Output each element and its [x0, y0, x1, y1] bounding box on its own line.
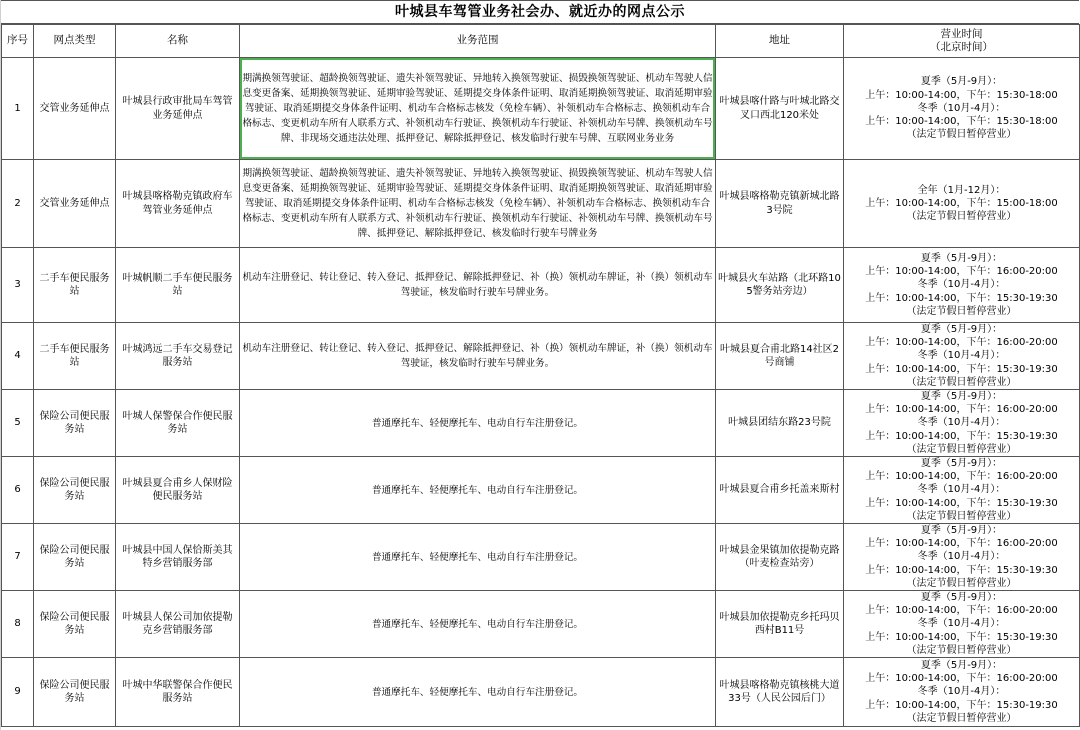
- hours-line: 上午：10:00-14:00，下午：16:00-20:00: [865, 337, 1058, 349]
- cell-scope[interactable]: 期满换领驾驶证、超龄换领驾驶证、遗失补领驾驶证、异地转入换领驾驶证、损毁换领驾驶证、机动车驾驶人信息变更备案、延期换领驾驶证、延期审验驾驶证、延期提交身体条件证明、取消延期换领驾驶证、取消延期审验驾驶证、取消延期提交身体条件证明、机动车合格标志核发（免检车辆）、补领机动车合格标志、换领机动车合格标志、变更机动车所有人联系方式、补领机动车行驶证、换领机动车行驶证、补领机动车号牌、换领机动车号牌、抵押登记、解除抵押登记、核发临时行驶车号牌业务: [240, 160, 716, 248]
- hours-line: 上午：10:00-14:00，下午：16:00-20:00: [865, 605, 1058, 617]
- cell-scope[interactable]: 机动车注册登记、转让登记、转入登记、抵押登记、解除抵押登记、补（换）领机动车牌证，补（换）领机动车驾驶证，核发临时行驶车号牌业务。: [240, 323, 716, 390]
- cell-type[interactable]: 保险公司便民服务站: [34, 591, 116, 658]
- cell-address[interactable]: 叶城县火车站路（北环路105警务站旁边）: [716, 248, 844, 323]
- table-row: [2, 524, 1080, 591]
- hours-line: 冬季（10月-4月）：: [917, 350, 1006, 362]
- hours-line: 上午：10:00-14:00，下午：16:00-20:00: [865, 266, 1058, 278]
- cell-hours[interactable]: [844, 457, 1080, 524]
- hours-line: （法定节假日暂停营业）: [906, 305, 1017, 317]
- cell-type[interactable]: 二手车便民服务站: [34, 323, 116, 390]
- hours-line: 上午：10:00-14:00，下午：15:30-19:30: [865, 699, 1058, 711]
- hours-line: 冬季（10月-4月）：: [917, 686, 1006, 698]
- cell-no[interactable]: 3: [2, 248, 34, 323]
- hours-line: 全年（1月-12月）：: [917, 184, 1006, 196]
- cell-scope[interactable]: 普通摩托车、轻便摩托车、电动自行车注册登记。: [240, 591, 716, 658]
- cell-hours[interactable]: [844, 390, 1080, 457]
- header-name[interactable]: 名称: [116, 25, 240, 58]
- cell-address[interactable]: 叶城县喀格勒克镇新城北路3号院: [716, 160, 844, 248]
- cell-hours[interactable]: [844, 524, 1080, 591]
- header-type[interactable]: 网点类型: [34, 25, 116, 58]
- table-row: [2, 390, 1080, 457]
- hours-line: 夏季（5月-9月）：: [920, 76, 1003, 88]
- cell-no[interactable]: 9: [2, 658, 34, 727]
- hours-line: （法定节假日暂停营业）: [906, 376, 1017, 388]
- hours-line: 夏季（5月-9月）：: [920, 252, 1003, 264]
- header-hours-line1: 营业时间: [940, 27, 983, 40]
- cell-name[interactable]: 叶城县人保公司加依提勒克乡营销服务部: [116, 591, 240, 658]
- hours-line: 上午：10:00-14:00，下午：15:30-19:30: [865, 497, 1058, 509]
- hours-line: 上午：10:00-14:00，下午：16:00-20:00: [865, 471, 1058, 483]
- cell-name[interactable]: 叶城人保警保合作便民服务站: [116, 390, 240, 457]
- hours-line: 上午：10:00-14:00，下午：15:00-18:00: [865, 197, 1058, 209]
- cell-address[interactable]: 叶城县喀什路与叶城北路交叉口西北120米处: [716, 58, 844, 160]
- cell-address[interactable]: 叶城县夏合甫北路14社区2号商铺: [716, 323, 844, 390]
- cell-address[interactable]: 叶城县加依提勒克乡托玛贝西村B11号: [716, 591, 844, 658]
- hours-line: （法定节假日暂停营业）: [906, 644, 1017, 656]
- cell-address[interactable]: 叶城县夏合甫乡托盖来斯村: [716, 457, 844, 524]
- cell-scope[interactable]: 机动车注册登记、转让登记、转入登记、抵押登记、解除抵押登记、补（换）领机动车牌证，补（换）领机动车驾驶证，核发临时行驶车号牌业务。: [240, 248, 716, 323]
- cell-type[interactable]: 保险公司便民服务站: [34, 658, 116, 727]
- hours-line: （法定节假日暂停营业）: [906, 443, 1017, 455]
- hours-line: 冬季（10月-4月）：: [917, 551, 1006, 563]
- outlets-table: [1, 24, 1080, 727]
- cell-address[interactable]: 叶城县团结东路23号院: [716, 390, 844, 457]
- hours-line: 上午：10:00-14:00，下午：15:30-18:00: [865, 89, 1058, 101]
- cell-name[interactable]: 叶城鸿远二手车交易登记服务站: [116, 323, 240, 390]
- table-row: [2, 658, 1080, 727]
- header-scope[interactable]: 业务范围: [240, 25, 716, 58]
- cell-type[interactable]: 交管业务延伸点: [34, 58, 116, 160]
- hours-line: 夏季（5月-9月）：: [920, 592, 1003, 604]
- hours-line: 上午：10:00-14:00，下午：15:30-19:30: [865, 564, 1058, 576]
- cell-no[interactable]: 1: [2, 58, 34, 160]
- cell-hours[interactable]: [844, 58, 1080, 160]
- cell-scope[interactable]: 普通摩托车、轻便摩托车、电动自行车注册登记。: [240, 658, 716, 727]
- cell-hours[interactable]: [844, 323, 1080, 390]
- hours-line: 冬季（10月-4月）：: [917, 102, 1006, 114]
- hours-line: 上午：10:00-14:00，下午：16:00-20:00: [865, 404, 1058, 416]
- hours-line: 上午：10:00-14:00，下午：16:00-20:00: [865, 673, 1058, 685]
- table-row: [2, 591, 1080, 658]
- hours-line: 上午：10:00-14:00，下午：15:30-18:00: [865, 116, 1058, 128]
- cell-address[interactable]: 叶城县金果镇加依提勒克路（叶麦检查站旁）: [716, 524, 844, 591]
- cell-type[interactable]: 保险公司便民服务站: [34, 524, 116, 591]
- hours-line: （法定节假日暂停营业）: [906, 510, 1017, 522]
- cell-name[interactable]: 叶城县夏合甫乡人保财险便民服务站: [116, 457, 240, 524]
- hours-line: 夏季（5月-9月）：: [920, 660, 1003, 672]
- cell-hours[interactable]: [844, 591, 1080, 658]
- cell-scope[interactable]: 普通摩托车、轻便摩托车、电动自行车注册登记。: [240, 390, 716, 457]
- header-no[interactable]: 序号: [2, 25, 34, 58]
- hours-line: 夏季（5月-9月）：: [920, 324, 1003, 335]
- cell-hours[interactable]: [844, 248, 1080, 323]
- cell-name[interactable]: 叶城帆顺二手车便民服务站: [116, 248, 240, 323]
- hours-line: 上午：10:00-14:00，下午：16:00-20:00: [865, 538, 1058, 550]
- cell-type[interactable]: 保险公司便民服务站: [34, 457, 116, 524]
- page-title: 叶城县车驾管业务社会办、就近办的网点公示: [1, 0, 1079, 24]
- header-hours-line2: （北京时间）: [930, 41, 993, 53]
- cell-name[interactable]: 叶城县中国人保恰斯美其特乡营销服务部: [116, 524, 240, 591]
- hours-line: 夏季（5月-9月）：: [920, 391, 1003, 403]
- hours-line: （法定节假日暂停营业）: [906, 577, 1017, 589]
- hours-line: 夏季（5月-9月）：: [920, 525, 1003, 537]
- hours-line: 冬季（10月-4月）：: [917, 279, 1006, 291]
- cell-address[interactable]: 叶城县喀格勒克镇核桃大道33号（人民公园后门）: [716, 658, 844, 727]
- table-row: [2, 58, 1080, 160]
- table-row: [2, 457, 1080, 524]
- cell-no[interactable]: 2: [2, 160, 34, 248]
- hours-line: 冬季（10月-4月）：: [917, 484, 1006, 496]
- hours-line: （法定节假日暂停营业）: [906, 129, 1017, 141]
- hours-line: 冬季（10月-4月）：: [917, 417, 1006, 429]
- hours-line: 上午：10:00-14:00，下午：15:30-19:30: [865, 430, 1058, 442]
- hours-line: 夏季（5月-9月）：: [920, 458, 1003, 470]
- hours-line: 冬季（10月-4月）：: [917, 618, 1006, 630]
- cell-name[interactable]: 叶城县喀格勒克镇政府车驾管业务延伸点: [116, 160, 240, 248]
- cell-hours[interactable]: [844, 160, 1080, 248]
- cell-scope[interactable]: 普通摩托车、轻便摩托车、电动自行车注册登记。: [240, 524, 716, 591]
- hours-line: 上午：10:00-14:00，下午：15:30-19:30: [865, 292, 1058, 304]
- cell-type[interactable]: 保险公司便民服务站: [34, 390, 116, 457]
- cell-hours[interactable]: [844, 658, 1080, 727]
- cell-name[interactable]: 叶城县行政审批局车驾管业务延伸点: [116, 58, 240, 160]
- table-row: [2, 248, 1080, 323]
- cell-scope[interactable]: 期满换领驾驶证、超龄换领驾驶证、遗失补领驾驶证、异地转入换领驾驶证、损毁换领驾驶证、机动车驾驶人信息变更备案、延期换领驾驶证、延期审验驾驶证、延期提交身体条件证明、取消延期换领驾驶证、取消延期审验驾驶证、取消延期提交身体条件证明、机动车合格标志核发（免检车辆）、补领机动车合格标志、换领机动车合格标志、变更机动车所有人联系方式、补领机动车行驶证、换领机动车行驶证、补领机动车号牌、换领机动车号牌、非现场交通违法处理、抵押登记、解除抵押登记、核发临时行驶车号牌、互联网业务业务: [240, 58, 716, 160]
- cell-type[interactable]: 交管业务延伸点: [34, 160, 116, 248]
- cell-no[interactable]: 6: [2, 457, 34, 524]
- table-row: [2, 160, 1080, 248]
- cell-no[interactable]: 4: [2, 323, 34, 390]
- header-hours[interactable]: [844, 25, 1080, 58]
- cell-type[interactable]: 二手车便民服务站: [34, 248, 116, 323]
- header-address[interactable]: 地址: [716, 25, 844, 58]
- hours-line: （法定节假日暂停营业）: [906, 211, 1017, 223]
- cell-no[interactable]: 7: [2, 524, 34, 591]
- hours-line: 上午：10:00-14:00，下午：15:30-19:30: [865, 631, 1058, 643]
- cell-name[interactable]: 叶城中华联警保合作便民服务站: [116, 658, 240, 727]
- header-row: [2, 25, 1080, 58]
- cell-no[interactable]: 8: [2, 591, 34, 658]
- hours-line: （法定节假日暂停营业）: [906, 712, 1017, 724]
- cell-no[interactable]: 5: [2, 390, 34, 457]
- table-row: [2, 323, 1080, 390]
- cell-scope[interactable]: 普通摩托车、轻便摩托车、电动自行车注册登记。: [240, 457, 716, 524]
- hours-line: 上午：10:00-14:00，下午：15:30-19:30: [865, 363, 1058, 375]
